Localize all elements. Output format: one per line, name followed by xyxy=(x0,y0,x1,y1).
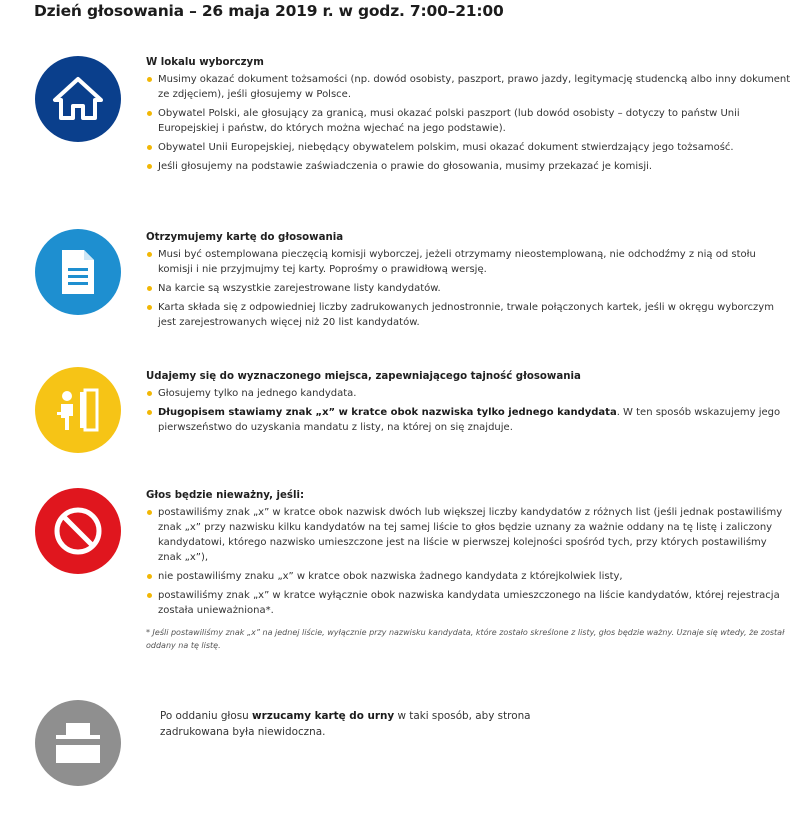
section-title: Udajemy się do wyznaczonego miejsca, zapewniającego tajność głosowania xyxy=(146,371,581,382)
final-text-pre: Po oddaniu głosu xyxy=(160,710,253,722)
section-ballot xyxy=(146,232,791,334)
section-invalid-vote xyxy=(146,490,791,652)
document-icon-circle xyxy=(35,229,121,315)
ballot-box-icon xyxy=(52,721,104,765)
voting-booth-icon xyxy=(53,386,103,434)
instruction-rest: . W ten sposób wskazujemy jego pierwszeństwo do uzyskania mandatu z listy, na której on się znajduje. xyxy=(158,407,781,433)
section-polling-station xyxy=(146,57,791,178)
list-item: postawiliśmy znak „x” w kratce wyłącznie obok nazwiska kandydata umieszczonego na liście kandydatów, której rejestracja została unieważniona*. xyxy=(146,588,791,618)
section-title: W lokalu wyborczym xyxy=(146,57,264,68)
list-item: Obywatel Polski, ale głosujący za granicą, musi okazać polski paszport (lub dowód osobisty – dotyczy to państw Unii Europejskiej i państw, do których można wjechać na jego podstawie). xyxy=(146,106,791,136)
final-text-post: w taki sposób, aby strona zadrukowana była niewidoczna. xyxy=(160,710,531,738)
section-title: Otrzymujemy kartę do głosowania xyxy=(146,232,344,243)
section-booth xyxy=(146,371,791,439)
footnote: * Jeśli postawiliśmy znak „x” na jednej liście, wyłącznie przy nazwisku kandydata, które zostało skreślone z listy, głos będzie ważny. Uznaje się wtedy, że został oddany na tę listę. xyxy=(146,628,785,650)
list-item: postawiliśmy znak „x” w kratce obok nazwisk dwóch lub większej liczby kandydatów z różnych list (jeśli jednak postawiliśmy znak „x” przy nazwisku kilku kandydatów na tej samej liście to głos będzie uznany za ważnie oddany na tę listę i zaliczony kandydatowi, którego nazwisko umieszczone jest na liście w pierwszej kolejności spośród tych, przy których postawiliśmy znak „x”), xyxy=(146,505,791,565)
list-item: Karta składa się z odpowiedniej liczby zadrukowanych jednostronnie, trwale połączonych kartek, jeśli w okręgu wyborczym jest zarejestrowanych więcej niż 20 list kandydatów. xyxy=(146,300,791,330)
list-item: Musi być ostemplowana pieczęcią komisji wyborczej, jeżeli otrzymamy nieostemplowaną, nie odchodźmy z nią od stołu komisji i nie przyjmujmy tej karty. Poprośmy o prawidłową wersję. xyxy=(146,247,791,277)
page-title: Dzień głosowania – 26 maja 2019 r. w godz. 7:00–21:00 xyxy=(34,2,504,20)
voting-booth-icon-circle xyxy=(35,367,121,453)
prohibited-icon xyxy=(52,505,104,557)
list-item: Głosujemy tylko na jednego kandydata. xyxy=(146,386,791,401)
ballot-box-icon-circle xyxy=(35,700,121,786)
section-ballot-box xyxy=(160,708,560,740)
section-title: Głos będzie nieważny, jeśli: xyxy=(146,490,305,501)
list-item xyxy=(146,405,791,435)
list-item: Na karcie są wszystkie zarejestrowane listy kandydatów. xyxy=(146,281,791,296)
document-icon xyxy=(58,248,98,296)
house-icon-circle xyxy=(35,56,121,142)
list-item: Obywatel Unii Europejskiej, niebędący obywatelem polskim, musi okazać dokument stwierdzający jego tożsamość. xyxy=(146,140,791,155)
list-item: Jeśli głosujemy na podstawie zaświadczenia o prawie do głosowania, musimy przekazać je komisji. xyxy=(146,159,791,174)
final-instruction xyxy=(160,708,560,740)
prohibited-icon-circle xyxy=(35,488,121,574)
final-text-bold: wrzucamy kartę do urny xyxy=(252,710,395,722)
list-item: Musimy okazać dokument tożsamości (np. dowód osobisty, paszport, prawo jazdy, legitymację studencką albo inny dokument ze zdjęciem), jeśli głosujemy w Polsce. xyxy=(146,72,791,102)
house-icon xyxy=(52,76,104,122)
list-item: nie postawiliśmy znaku „x” w kratce obok nazwiska żadnego kandydata z którejkolwiek listy, xyxy=(146,569,791,584)
bold-instruction: Długopisem stawiamy znak „x” w kratce obok nazwiska tylko jednego kandydata xyxy=(158,407,617,418)
